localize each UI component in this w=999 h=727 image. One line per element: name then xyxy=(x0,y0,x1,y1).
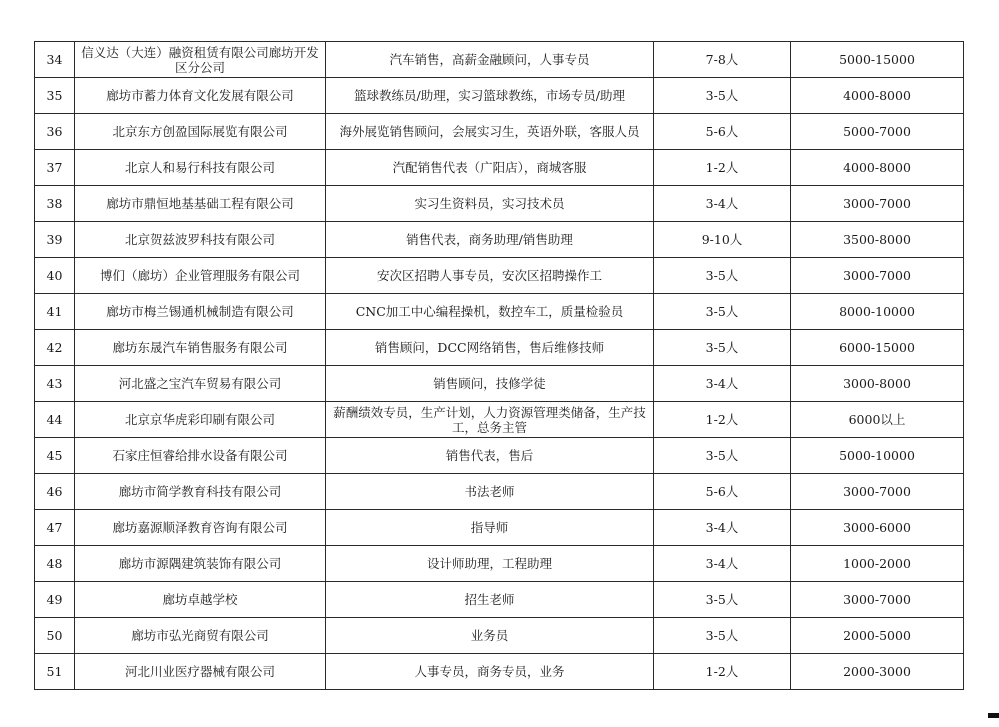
row-number: 48 xyxy=(35,546,75,582)
table-row xyxy=(35,42,964,78)
row-number: 38 xyxy=(35,186,75,222)
table-row xyxy=(35,402,964,438)
headcount: 3-5人 xyxy=(654,582,791,618)
table-row xyxy=(35,582,964,618)
headcount: 3-5人 xyxy=(654,438,791,474)
salary-range: 8000-10000 xyxy=(791,294,964,330)
company-name: 河北川业医疗器械有限公司 xyxy=(75,654,326,690)
row-number: 49 xyxy=(35,582,75,618)
headcount: 3-5人 xyxy=(654,78,791,114)
row-number: 34 xyxy=(35,42,75,78)
headcount: 3-4人 xyxy=(654,366,791,402)
row-number: 46 xyxy=(35,474,75,510)
positions: CNC加工中心编程操机，数控车工，质量检验员 xyxy=(326,294,654,330)
positions: 汽车销售，高薪金融顾问，人事专员 xyxy=(326,42,654,78)
company-name: 北京京华虎彩印刷有限公司 xyxy=(75,402,326,438)
table-row xyxy=(35,366,964,402)
positions: 指导师 xyxy=(326,510,654,546)
positions: 篮球教练员/助理，实习篮球教练，市场专员/助理 xyxy=(326,78,654,114)
salary-range: 3000-8000 xyxy=(791,366,964,402)
table-row xyxy=(35,186,964,222)
table-row xyxy=(35,258,964,294)
positions: 海外展览销售顾问，会展实习生，英语外联，客服人员 xyxy=(326,114,654,150)
headcount: 9-10人 xyxy=(654,222,791,258)
salary-range: 6000以上 xyxy=(791,402,964,438)
row-number: 45 xyxy=(35,438,75,474)
salary-range: 2000-3000 xyxy=(791,654,964,690)
table-row xyxy=(35,330,964,366)
table-row xyxy=(35,654,964,690)
company-name: 廊坊嘉源顺泽教育咨询有限公司 xyxy=(75,510,326,546)
table-row xyxy=(35,618,964,654)
company-name: 廊坊市梅兰锡通机械制造有限公司 xyxy=(75,294,326,330)
row-number: 50 xyxy=(35,618,75,654)
headcount: 1-2人 xyxy=(654,150,791,186)
table-row xyxy=(35,114,964,150)
positions: 销售顾问，DCC网络销售，售后维修技师 xyxy=(326,330,654,366)
table-row xyxy=(35,438,964,474)
headcount: 7-8人 xyxy=(654,42,791,78)
positions: 汽配销售代表（广阳店），商城客服 xyxy=(326,150,654,186)
table-row xyxy=(35,546,964,582)
company-name: 廊坊市弘光商贸有限公司 xyxy=(75,618,326,654)
salary-range: 5000-15000 xyxy=(791,42,964,78)
company-name: 石家庄恒睿给排水设备有限公司 xyxy=(75,438,326,474)
row-number: 51 xyxy=(35,654,75,690)
company-name: 博们（廊坊）企业管理服务有限公司 xyxy=(75,258,326,294)
table-row xyxy=(35,78,964,114)
company-name: 廊坊市简学教育科技有限公司 xyxy=(75,474,326,510)
positions: 设计师助理，工程助理 xyxy=(326,546,654,582)
row-number: 44 xyxy=(35,402,75,438)
salary-range: 2000-5000 xyxy=(791,618,964,654)
headcount: 3-5人 xyxy=(654,330,791,366)
headcount: 5-6人 xyxy=(654,474,791,510)
row-number: 35 xyxy=(35,78,75,114)
row-number: 40 xyxy=(35,258,75,294)
positions: 实习生资料员，实习技术员 xyxy=(326,186,654,222)
positions: 销售代表，售后 xyxy=(326,438,654,474)
row-number: 41 xyxy=(35,294,75,330)
scan-mark xyxy=(988,713,999,718)
company-name: 河北盛之宝汽车贸易有限公司 xyxy=(75,366,326,402)
job-listings-table xyxy=(34,41,964,690)
company-name: 廊坊市鼎恒地基基础工程有限公司 xyxy=(75,186,326,222)
salary-range: 3000-7000 xyxy=(791,474,964,510)
company-name: 廊坊卓越学校 xyxy=(75,582,326,618)
positions: 销售顾问，技修学徒 xyxy=(326,366,654,402)
positions: 安次区招聘人事专员，安次区招聘操作工 xyxy=(326,258,654,294)
headcount: 3-5人 xyxy=(654,294,791,330)
headcount: 3-4人 xyxy=(654,186,791,222)
salary-range: 3000-7000 xyxy=(791,186,964,222)
positions: 招生老师 xyxy=(326,582,654,618)
company-name: 信义达（大连）融资租赁有限公司廊坊开发区分公司 xyxy=(75,42,326,78)
headcount: 5-6人 xyxy=(654,114,791,150)
salary-range: 3000-6000 xyxy=(791,510,964,546)
row-number: 37 xyxy=(35,150,75,186)
salary-range: 5000-10000 xyxy=(791,438,964,474)
salary-range: 4000-8000 xyxy=(791,78,964,114)
positions: 销售代表，商务助理/销售助理 xyxy=(326,222,654,258)
company-name: 北京东方创盈国际展览有限公司 xyxy=(75,114,326,150)
company-name: 北京贺兹波罗科技有限公司 xyxy=(75,222,326,258)
salary-range: 3500-8000 xyxy=(791,222,964,258)
company-name: 廊坊市源隅建筑装饰有限公司 xyxy=(75,546,326,582)
row-number: 39 xyxy=(35,222,75,258)
table-row xyxy=(35,294,964,330)
company-name: 廊坊东晟汽车销售服务有限公司 xyxy=(75,330,326,366)
company-name: 北京人和易行科技有限公司 xyxy=(75,150,326,186)
salary-range: 3000-7000 xyxy=(791,258,964,294)
salary-range: 6000-15000 xyxy=(791,330,964,366)
row-number: 36 xyxy=(35,114,75,150)
table-body xyxy=(35,42,964,690)
positions: 薪酬绩效专员，生产计划，人力资源管理类储备，生产技工，总务主管 xyxy=(326,402,654,438)
salary-range: 4000-8000 xyxy=(791,150,964,186)
row-number: 47 xyxy=(35,510,75,546)
headcount: 3-5人 xyxy=(654,258,791,294)
salary-range: 1000-2000 xyxy=(791,546,964,582)
company-name: 廊坊市蓄力体育文化发展有限公司 xyxy=(75,78,326,114)
table-row xyxy=(35,150,964,186)
row-number: 42 xyxy=(35,330,75,366)
table-row xyxy=(35,510,964,546)
salary-range: 3000-7000 xyxy=(791,582,964,618)
headcount: 3-4人 xyxy=(654,546,791,582)
salary-range: 5000-7000 xyxy=(791,114,964,150)
row-number: 43 xyxy=(35,366,75,402)
headcount: 1-2人 xyxy=(654,402,791,438)
table-row xyxy=(35,222,964,258)
table-row xyxy=(35,474,964,510)
positions: 业务员 xyxy=(326,618,654,654)
positions: 人事专员，商务专员，业务 xyxy=(326,654,654,690)
positions: 书法老师 xyxy=(326,474,654,510)
headcount: 3-5人 xyxy=(654,618,791,654)
headcount: 1-2人 xyxy=(654,654,791,690)
headcount: 3-4人 xyxy=(654,510,791,546)
